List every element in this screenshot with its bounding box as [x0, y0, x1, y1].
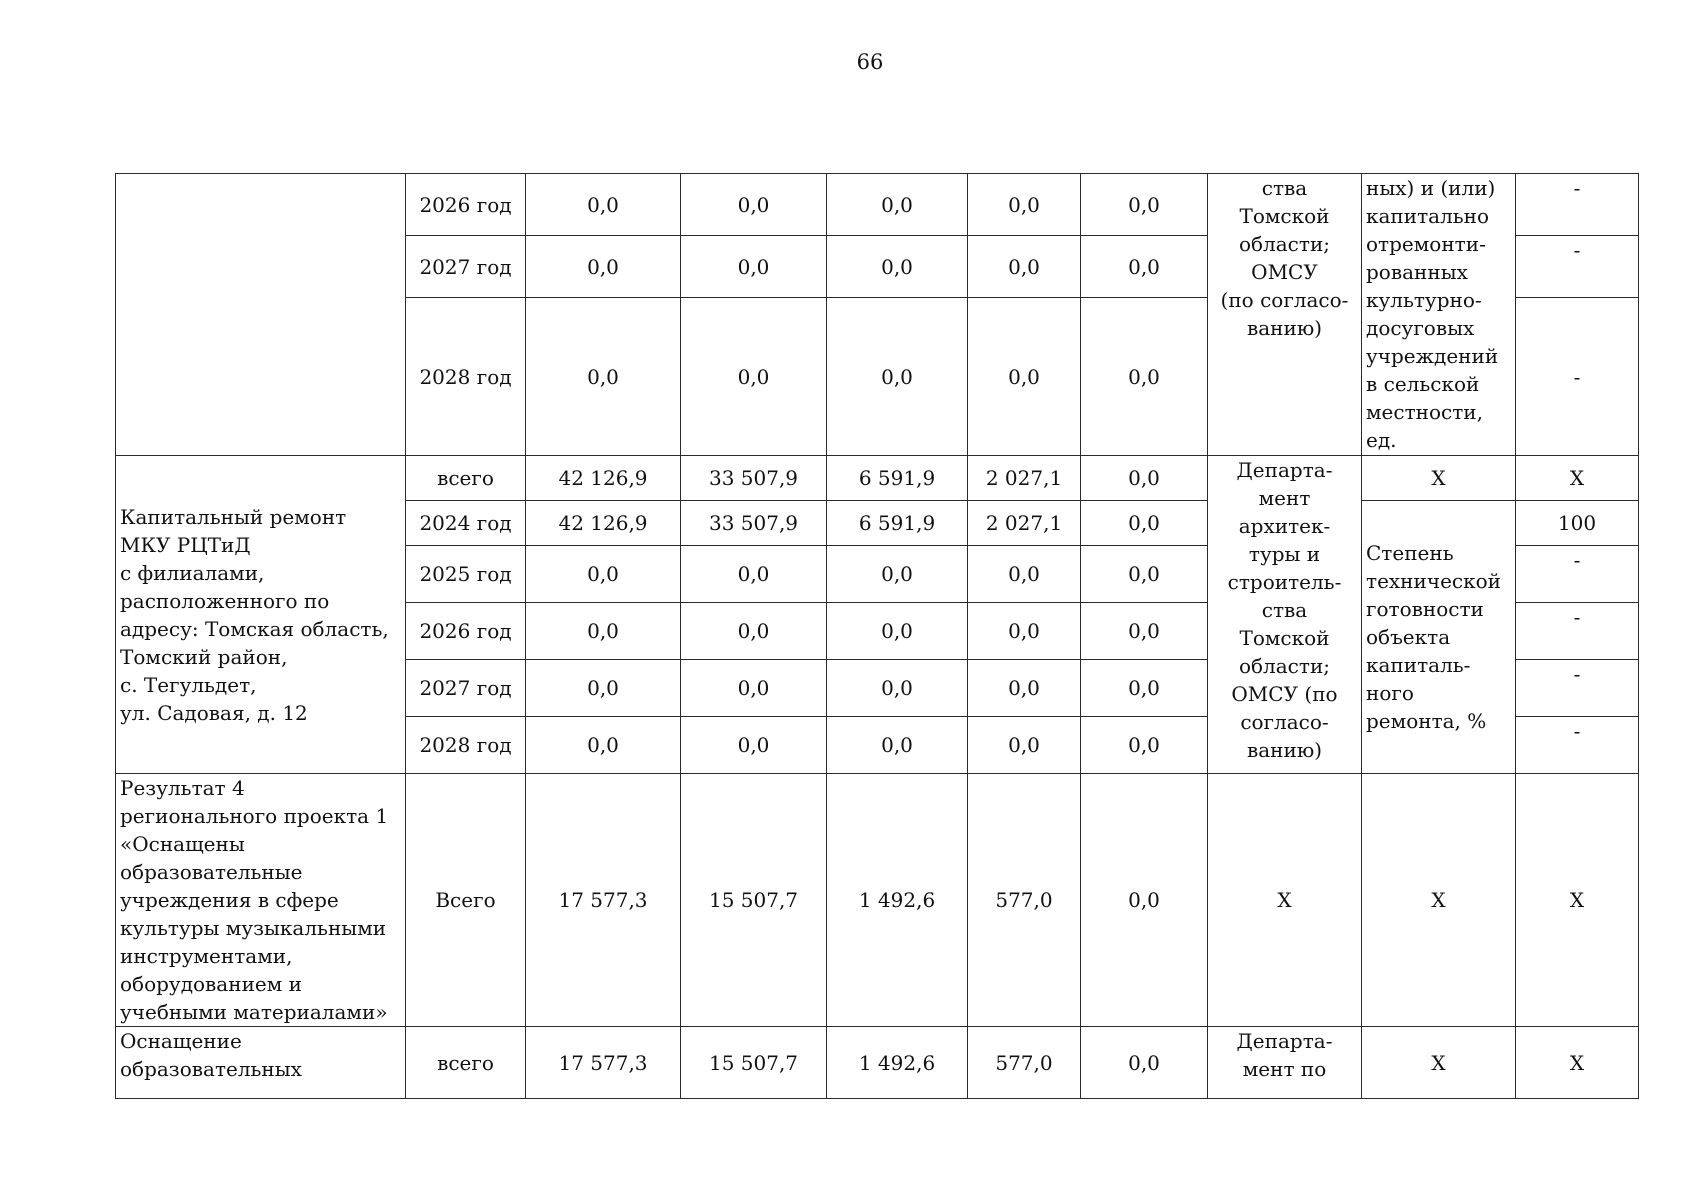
- value-cell: 42 126,9: [526, 456, 681, 501]
- value-cell: 577,0: [968, 1027, 1081, 1099]
- value-cell: 0,0: [526, 174, 681, 236]
- value-cell: 577,0: [968, 774, 1081, 1027]
- year-cell: 2027 год: [406, 660, 526, 717]
- measure-title-cell: Капитальный ремонт МКУ РЦТиД с филиалами, расположенного по адресу: Томская область, Томский район, с. Тегульдет, ул. Садовая, д. 12: [116, 456, 406, 774]
- value-cell: 17 577,3: [526, 774, 681, 1027]
- target-cell: -: [1516, 236, 1639, 298]
- year-cell: 2028 год: [406, 717, 526, 774]
- value-cell: 0,0: [681, 546, 827, 603]
- indicator-cell: Х: [1362, 1027, 1516, 1099]
- year-cell: 2026 год: [406, 603, 526, 660]
- indicator-cell: Степень технической готовности объекта капиталь- ного ремонта, %: [1362, 501, 1516, 774]
- value-cell: 0,0: [1081, 603, 1208, 660]
- indicator-cell: Х: [1362, 774, 1516, 1027]
- target-cell: 100: [1516, 501, 1639, 546]
- value-cell: 0,0: [1081, 660, 1208, 717]
- value-cell: 0,0: [827, 546, 968, 603]
- responsible-cell: ства Томской области; ОМСУ (по согласо- ванию): [1208, 174, 1362, 456]
- value-cell: 0,0: [526, 236, 681, 298]
- year-cell: 2025 год: [406, 546, 526, 603]
- table-row: [116, 456, 1639, 501]
- value-cell: 0,0: [681, 660, 827, 717]
- target-cell: Х: [1516, 774, 1639, 1027]
- target-cell: -: [1516, 660, 1639, 717]
- value-cell: 0,0: [968, 236, 1081, 298]
- target-cell: Х: [1516, 456, 1639, 501]
- value-cell: 0,0: [1081, 1027, 1208, 1099]
- value-cell: 2 027,1: [968, 501, 1081, 546]
- value-cell: 0,0: [681, 236, 827, 298]
- value-cell: 0,0: [1081, 236, 1208, 298]
- year-cell: всего: [406, 1027, 526, 1099]
- value-cell: 0,0: [526, 660, 681, 717]
- value-cell: 0,0: [526, 603, 681, 660]
- year-cell: 2024 год: [406, 501, 526, 546]
- value-cell: 0,0: [827, 174, 968, 236]
- value-cell: 0,0: [968, 546, 1081, 603]
- value-cell: 33 507,9: [681, 501, 827, 546]
- target-cell: -: [1516, 174, 1639, 236]
- value-cell: 2 027,1: [968, 456, 1081, 501]
- value-cell: 15 507,7: [681, 774, 827, 1027]
- value-cell: 0,0: [827, 603, 968, 660]
- value-cell: 0,0: [1081, 774, 1208, 1027]
- responsible-cell: Департа- мент по: [1208, 1027, 1362, 1099]
- value-cell: 0,0: [968, 298, 1081, 456]
- value-cell: 0,0: [526, 717, 681, 774]
- value-cell: 0,0: [1081, 456, 1208, 501]
- value-cell: 6 591,9: [827, 501, 968, 546]
- value-cell: 0,0: [1081, 717, 1208, 774]
- value-cell: 0,0: [968, 174, 1081, 236]
- value-cell: 0,0: [827, 298, 968, 456]
- target-cell: Х: [1516, 1027, 1639, 1099]
- year-cell: Всего: [406, 774, 526, 1027]
- target-cell: -: [1516, 717, 1639, 774]
- year-cell: 2028 год: [406, 298, 526, 456]
- page-number: 66: [856, 50, 884, 74]
- table-row: [116, 774, 1639, 1027]
- value-cell: 1 492,6: [827, 1027, 968, 1099]
- target-cell: -: [1516, 603, 1639, 660]
- value-cell: 42 126,9: [526, 501, 681, 546]
- indicator-cell: ных) и (или) капитально отремонти- рованных культурно- досуговых учреждений в сельской местности, ед.: [1362, 174, 1516, 456]
- measure-title-cell: Оснащение образовательных: [116, 1027, 406, 1099]
- value-cell: 6 591,9: [827, 456, 968, 501]
- table-row: [116, 174, 1639, 236]
- value-cell: 0,0: [968, 660, 1081, 717]
- value-cell: 1 492,6: [827, 774, 968, 1027]
- value-cell: 0,0: [526, 546, 681, 603]
- value-cell: 0,0: [681, 717, 827, 774]
- value-cell: 0,0: [968, 717, 1081, 774]
- value-cell: 0,0: [1081, 546, 1208, 603]
- name-cell-empty: [116, 174, 406, 456]
- value-cell: 0,0: [1081, 298, 1208, 456]
- value-cell: 0,0: [827, 717, 968, 774]
- year-cell: 2026 год: [406, 174, 526, 236]
- budget-table: [115, 173, 1639, 1099]
- value-cell: 33 507,9: [681, 456, 827, 501]
- value-cell: 0,0: [827, 236, 968, 298]
- target-cell: -: [1516, 298, 1639, 456]
- value-cell: 0,0: [1081, 501, 1208, 546]
- value-cell: 0,0: [681, 603, 827, 660]
- value-cell: 0,0: [968, 603, 1081, 660]
- table-row: [116, 1027, 1639, 1099]
- result-title-cell: Результат 4 регионального проекта 1 «Оснащены образовательные учреждения в сфере культуры музыкальными инструментами, оборудованием и учебными материалами»: [116, 774, 406, 1027]
- value-cell: 0,0: [1081, 174, 1208, 236]
- year-cell: 2027 год: [406, 236, 526, 298]
- value-cell: 0,0: [827, 660, 968, 717]
- value-cell: 15 507,7: [681, 1027, 827, 1099]
- value-cell: 0,0: [526, 298, 681, 456]
- value-cell: 17 577,3: [526, 1027, 681, 1099]
- year-cell: всего: [406, 456, 526, 501]
- value-cell: 0,0: [681, 298, 827, 456]
- target-cell: -: [1516, 546, 1639, 603]
- value-cell: 0,0: [681, 174, 827, 236]
- indicator-cell: Х: [1362, 456, 1516, 501]
- responsible-cell: Департа- мент архитек- туры и строитель- ства Томской области; ОМСУ (по согласо- ванию): [1208, 456, 1362, 774]
- responsible-cell: Х: [1208, 774, 1362, 1027]
